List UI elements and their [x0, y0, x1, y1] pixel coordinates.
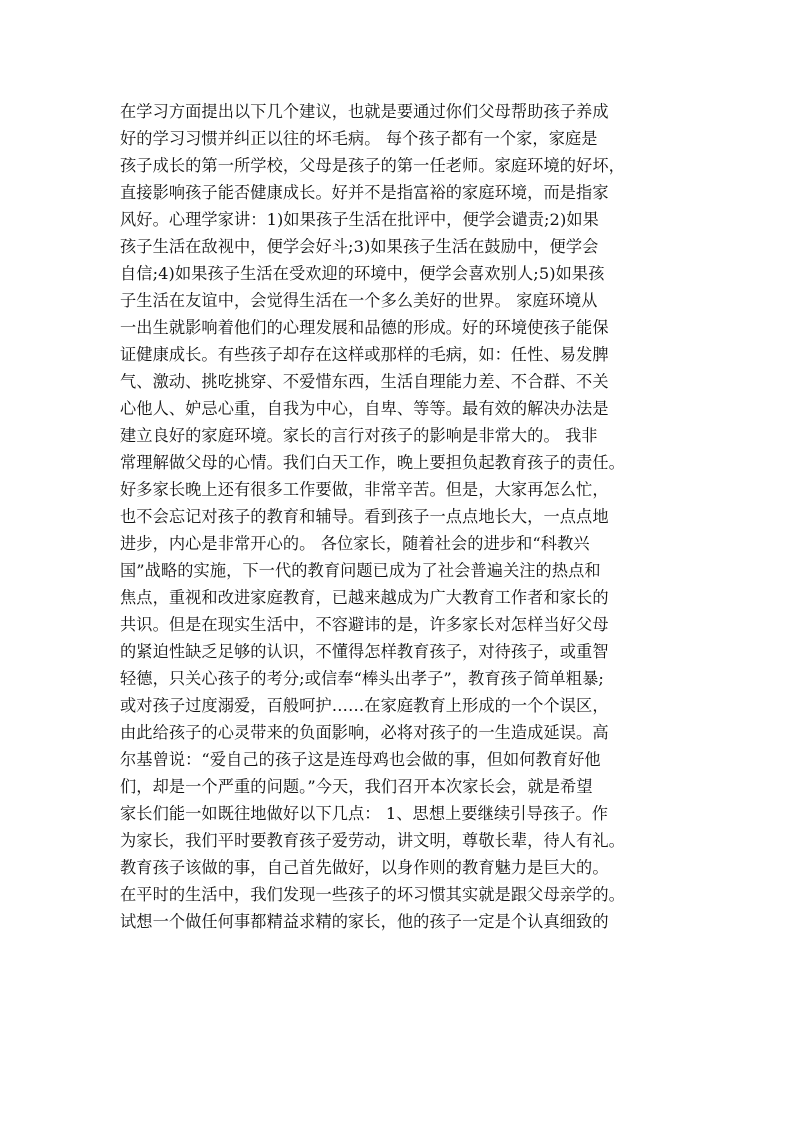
text-line: 证健康成长。有些孩子却存在这样或那样的毛病，如：任性、易发脾	[120, 345, 609, 364]
text-line: 也不会忘记对孩子的教育和辅导。看到孩子一点点地长大，一点点地	[120, 507, 609, 526]
text-line: 的紧迫性缺乏足够的认识，不懂得怎样教育孩子，对待孩子，或重智	[120, 642, 609, 661]
text-line: 尔基曾说：“爱自己的孩子这是连母鸡也会做的事，但如何教育好他	[120, 750, 601, 769]
text-line: 教育孩子该做的事，自己首先做好，以身作则的教育魅力是巨大的。	[120, 858, 609, 877]
text-line: 孩子生活在敌视中，便学会好斗;3)如果孩子生活在鼓励中，便学会	[120, 237, 599, 256]
text-line: 共识。但是在现实生活中，不容避讳的是，许多家长对怎样当好父母	[120, 615, 609, 634]
text-line: 或对孩子过度溺爱，百般呵护……在家庭教育上形成的一个个误区，	[120, 696, 609, 715]
text-line: 好多家长晚上还有很多工作要做，非常辛苦。但是，大家再怎么忙，	[120, 480, 609, 499]
text-line: 心他人、妒忌心重，自我为中心，自卑、等等。最有效的解决办法是	[120, 399, 609, 418]
text-line: 由此给孩子的心灵带来的负面影响，必将对孩子的一生造成延误。高	[120, 723, 609, 742]
text-line: 好的学习习惯并纠正以往的坏毛病。 每个孩子都有一个家，家庭是	[120, 129, 598, 148]
text-line: 轻德，只关心孩子的考分;或信奉“棒头出孝子”，教育孩子简单粗暴;	[120, 669, 604, 688]
body-text	[120, 98, 680, 935]
text-line: 家长们能一如既往地做好以下几点： 1、思想上要继续引导孩子。作	[120, 804, 608, 823]
text-line: 子生活在友谊中，会觉得生活在一个多么美好的世界。 家庭环境从	[120, 291, 598, 310]
text-line: 建立良好的家庭环境。家长的言行对孩子的影响是非常大的。 我非	[120, 426, 598, 445]
text-line: 气、激动、挑吃挑穿、不爱惜东西，生活自理能力差、不合群、不关	[120, 372, 609, 391]
text-line: 在平时的生活中，我们发现一些孩子的坏习惯其实就是跟父母亲学的。	[120, 885, 625, 904]
text-line: 自信;4)如果孩子生活在受欢迎的环境中，便学会喜欢别人;5)如果孩	[120, 264, 605, 283]
text-line: 一出生就影响着他们的心理发展和品德的形成。好的环境使孩子能保	[120, 318, 609, 337]
text-line: 国”战略的实施，下一代的教育问题已成为了社会普遍关注的热点和	[120, 561, 601, 580]
text-line: 直接影响孩子能否健康成长。好并不是指富裕的家庭环境，而是指家	[120, 183, 609, 202]
text-line: 孩子成长的第一所学校，父母是孩子的第一任老师。家庭环境的好坏，	[120, 156, 625, 175]
text-line: 试想一个做任何事都精益求精的家长，他的孩子一定是个认真细致的	[120, 912, 609, 931]
text-line: 进步，内心是非常开心的。 各位家长，随着社会的进步和“科教兴	[120, 534, 590, 553]
text-line: 在学习方面提出以下几个建议，也就是要通过你们父母帮助孩子养成	[120, 102, 609, 121]
text-line: 焦点，重视和改进家庭教育，已越来越成为广大教育工作者和家长的	[120, 588, 609, 607]
text-line: 们，却是一个严重的问题。”今天，我们召开本次家长会，就是希望	[120, 777, 593, 796]
text-line: 风好。心理学家讲：1)如果孩子生活在批评中，便学会谴责;2)如果	[120, 210, 599, 229]
text-line: 常理解做父母的心情。我们白天工作，晚上要担负起教育孩子的责任。	[120, 453, 625, 472]
text-line: 为家长，我们平时要教育孩子爱劳动，讲文明，尊敬长辈，待人有礼。	[120, 831, 625, 850]
